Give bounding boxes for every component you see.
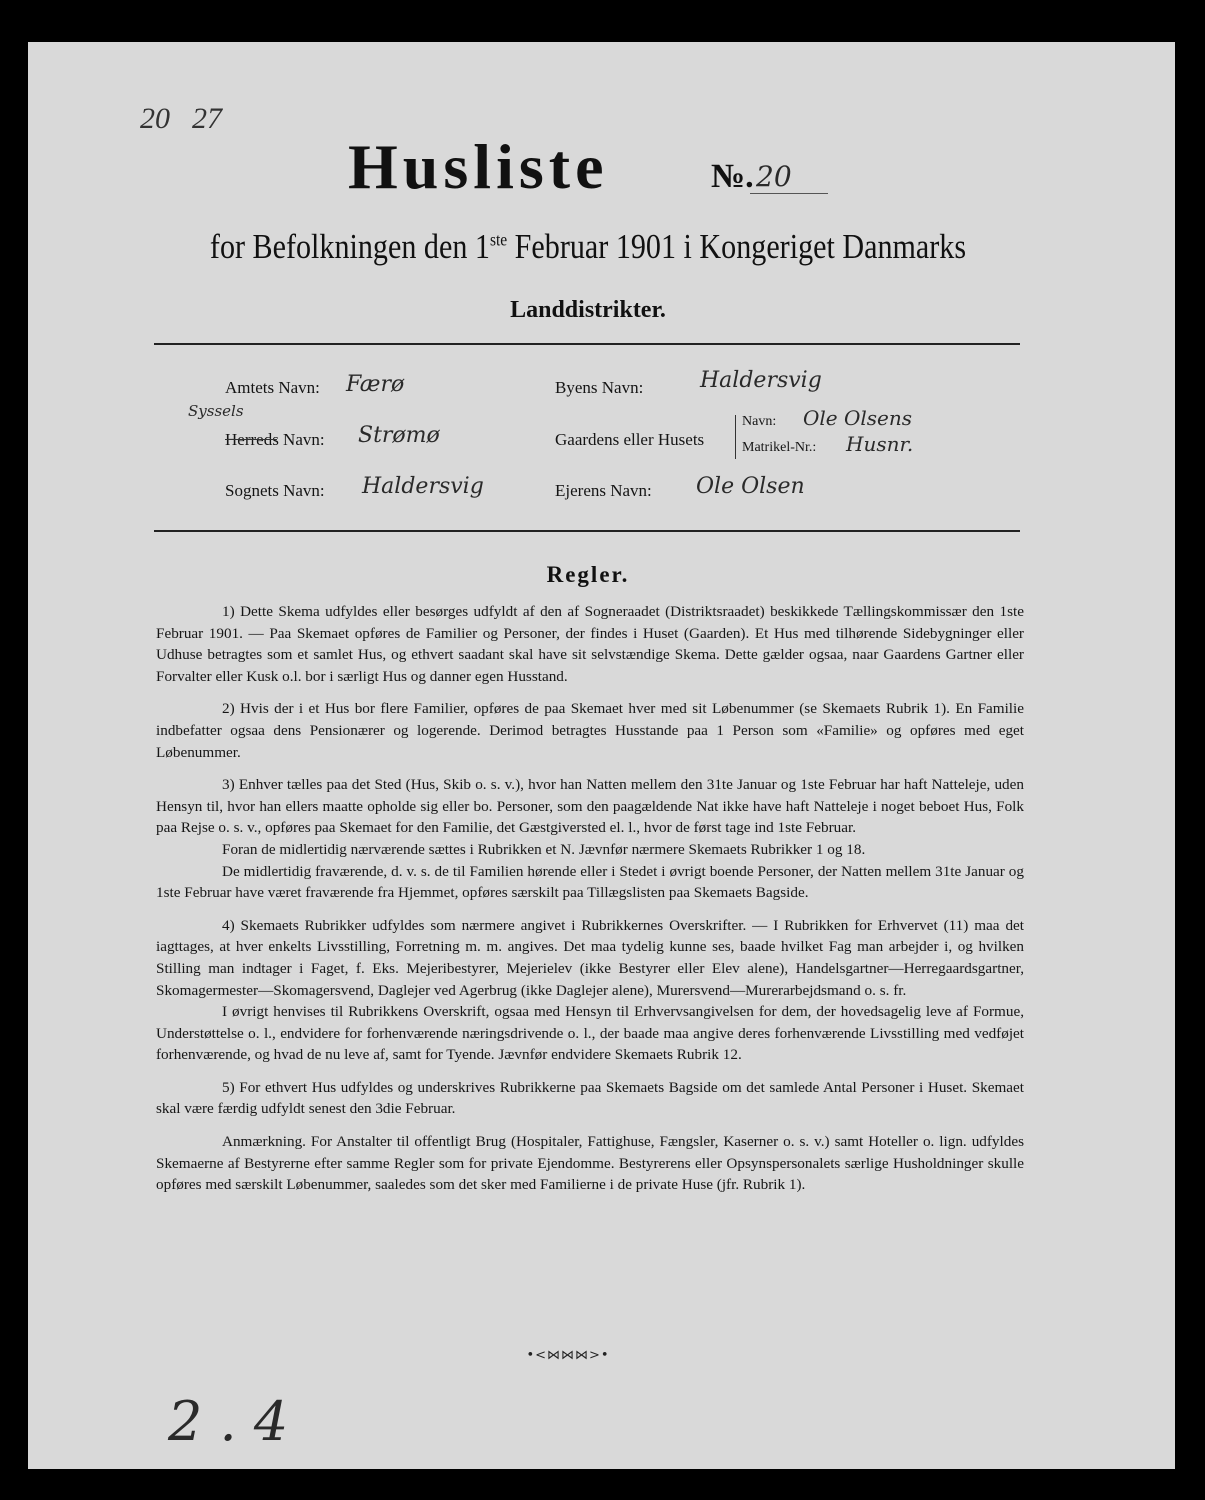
list-number-underline — [750, 193, 828, 194]
ejer-value: Ole Olsen — [696, 474, 805, 499]
handwritten-reference-numbers — [140, 102, 244, 136]
subtitle-post: Februar 1901 i Kongeriget Danmarks — [507, 227, 967, 266]
gaard-matrikel-value: Husnr. — [846, 432, 914, 456]
ejer-label: Ejerens Navn: — [555, 481, 652, 500]
rule-1: 1) Dette Skema udfyldes eller besørges udfyldt af den af Sogneraadet (Distriktsraadet) beskikkede Tællingskommissær den 1ste Februar 1901. — Paa Skemaet opføres de Familier og Personer, der findes i Huset (Gaarden). Et Hus med tilhørende Sidebygninger eller Udhuse betragtes som et samlet Hus, og ethvert saadant skal have sit selvstændige Skema. Dette gælder ogsaa, naar Gaardens Gartner eller Forvalter eller Kusk o.l. bor i særligt Hus og danner egen Husstand. — [156, 603, 1024, 685]
handwritten-number-1: 20 — [140, 102, 170, 135]
amt-label: Amtets Navn: — [225, 378, 320, 397]
rule-4-continued: I øvrigt henvises til Rubrikkens Overskrift, ogsaa med Hensyn til Erhvervsangivelsen for dem, der hovedsagelig leve af Formue, Understøttelse o. l., endvidere for forhenværende næringsdrivende o. l., der baade maa angive deres forhenværende Livsstilling med vedføjet forhenværende, og hvad de nu leve af, samt for Tyende. Jævnfør endvidere Skemaets Rubrik 12. — [156, 1003, 1024, 1064]
gaard-label: Gaardens eller Husets — [555, 430, 705, 449]
rules-body — [156, 601, 1024, 1207]
subtitle-pre: for Befolkningen den 1 — [209, 227, 490, 266]
census-form-page — [28, 42, 1175, 1469]
list-number-value: 20 — [756, 160, 792, 193]
by-label: Byens Navn: — [555, 378, 644, 397]
rule-3-absent: De midlertidig fraværende, d. v. s. de til Familien hørende eller i Stedet i øvrigt boende Personer, der Natten mellem 31te Januar og 1ste Februar have været fraværende fra Hjemmet, opføres særskilt paa Tillægslisten paa Skemaets Bagside. — [156, 862, 1024, 902]
gaard-navn-value: Ole Olsens — [803, 406, 913, 430]
herred-label: Herreds Navn: — [225, 430, 325, 449]
rule-5: 5) For ethvert Hus udfyldes og underskrives Rubrikkerne paa Skemaets Bagside om det samlede Antal Personer i Huset. Skemaet skal være færdig udfyldt senest den 3die Februar. — [156, 1078, 1024, 1118]
subtitle-superscript: ste — [489, 229, 508, 250]
page-title: Husliste — [348, 131, 609, 202]
by-value: Haldersvig — [700, 368, 822, 393]
gaard-matrikel-label: Matrikel-Nr.: — [742, 440, 817, 455]
rule-3-note-n: Foran de midlertidig nærværende sættes i Rubrikken et N. Jævnfør nærmere Skemaets Rubrikker 1 og 18. — [222, 840, 866, 858]
list-number-label: №. — [711, 158, 754, 195]
divider-top — [154, 343, 1020, 345]
handwritten-number-2: 27 — [192, 102, 222, 135]
sogn-value: Haldersvig — [362, 474, 484, 499]
gaard-bracket — [735, 415, 736, 459]
ornament-divider: •<⋈⋈⋈>• — [526, 1348, 610, 1363]
sogn-label: Sognets Navn: — [225, 481, 325, 500]
rule-3: 3) Enhver tælles paa det Sted (Hus, Skib o. s. v.), hvor han Natten mellem den 31te Januar og 1ste Februar har haft Natteleje, uden Hensyn til, hvor han ellers maatte opholde sig eller bo. Personer, som den paagældende Nat ikke have haft Natteleje i noget beboet Hus, Folk paa Rejse o. s. v., opføres paa Skemaet for den Familie, det Gæstgiversted el. l., hvor de først tage ind 1ste Februar. — [156, 776, 1024, 837]
divider-bottom — [154, 530, 1020, 532]
herred-correction-note: Syssels — [188, 402, 244, 420]
subtitle — [210, 227, 967, 267]
remark: Anmærkning. For Anstalter til offentligt Brug (Hospitaler, Fattighuse, Fængsler, Kaserner o. s. v.) samt Hoteller o. lign. udfyldes Skemaerne af Bestyrerne efter samme Regler som for private Ejendomme. Bestyrerens eller Opsynspersonalets særlige Husholdninger skulle opføres med særskilt Løbenummer, saaledes som det sker med Familierne i de private Huse (jfr. Rubrik 1). — [156, 1133, 1024, 1194]
gaard-navn-label: Navn: — [742, 414, 777, 429]
handwritten-bottom-number: 2 . 4 — [168, 1390, 289, 1453]
amt-value: Færø — [346, 372, 405, 397]
herred-strikethrough — [225, 439, 277, 440]
rule-2: 2) Hvis der i et Hus bor flere Familier, opføres de paa Skemaet hver med sit Løbenummer (se Skemaets Rubrik 1). En Familie indbefatter ogsaa dens Pensionærer og logerende. Derimod betragtes Husstande paa 1 Person som «Familie» og opføres med eget Løbenummer. — [156, 700, 1024, 761]
rules-heading: Regler. — [546, 562, 630, 587]
rule-4: 4) Skemaets Rubrikker udfyldes som nærmere angivet i Rubrikkernes Overskrifter. — I Rubrikken for Erhvervet (11) maa det iagttages, at hver enkelts Livsstilling, Forretning m. m. angives. Det maa tydelig kunne ses, baade hvilket Fag man arbejder i, og hvilken Stilling man indtager i Faget, f. Eks. Mejeribestyrer, Mejerielev (ikke Bestyrer eller Elev alene), Handelsgartner—Herregaardsgartner, Skomagermester—Skomagersvend, Daglejer ved Agerbrug (ikke Daglejer alene), Murersvend—Murerarbejdsmand o. s. fr. — [156, 916, 1024, 999]
herred-value: Strømø — [358, 423, 440, 448]
subtitle-district: Landdistrikter. — [510, 297, 666, 323]
